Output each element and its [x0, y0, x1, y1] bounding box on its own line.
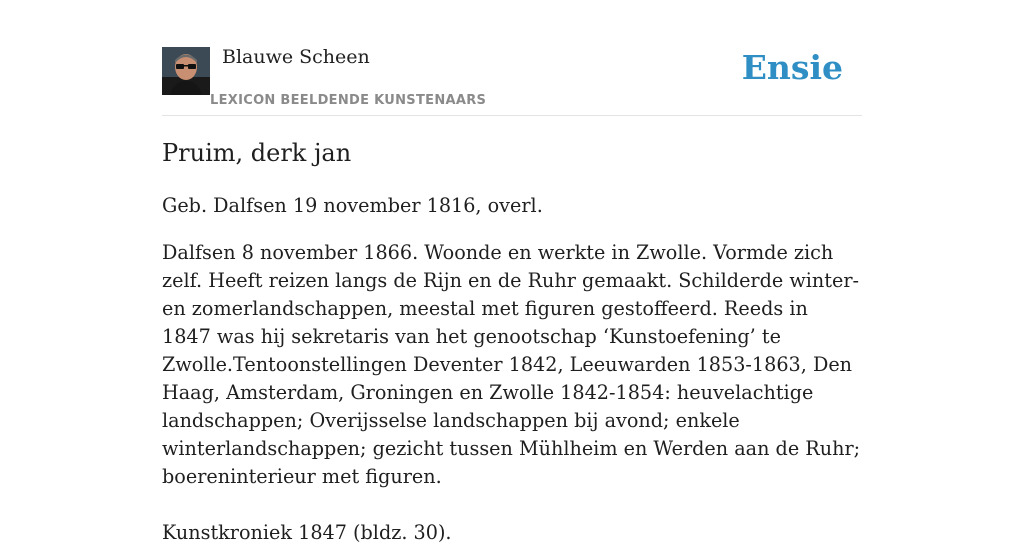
article-title: Pruim, derk jan — [162, 139, 352, 167]
ensie-logo[interactable]: Ensie — [741, 48, 843, 87]
article-paragraph: Kunstkroniek 1847 (bldz. 30). — [162, 521, 452, 544]
author-avatar[interactable] — [162, 47, 210, 95]
person-icon — [162, 47, 210, 95]
site-header — [162, 46, 862, 116]
article-paragraph: Dalfsen 8 november 1866. Woonde en werkte in Zwolle. Vormde zich zelf. Heeft reizen langs de Rijn en de Ruhr gemaakt. Schilderde winter- en zomerlandschappen, meestal met figuren gestoffeerd. Reeds in 1847 was hij sekretaris van het genootschap ‘Kunstoefening’ te Zwolle.Tentoonstellingen Deventer 1842, Leeuwarden 1853-1863, Den Haag, Amsterdam, Groningen en Zwolle 1842-1854: heuvelachtige landschappen; Overijsselse landschappen bij avond; enkele winterlandschappen; gezicht tussen Mühlheim en Werden aan de Ruhr; boereninterieur met figuren. — [162, 241, 861, 488]
collection-link[interactable]: LEXICON BEELDENDE KUNSTENAARS — [210, 93, 487, 108]
article-paragraph: Geb. Dalfsen 19 november 1816, overl. — [162, 194, 543, 217]
author-name[interactable]: Blauwe Scheen — [222, 46, 370, 68]
article-body — [162, 192, 862, 547]
